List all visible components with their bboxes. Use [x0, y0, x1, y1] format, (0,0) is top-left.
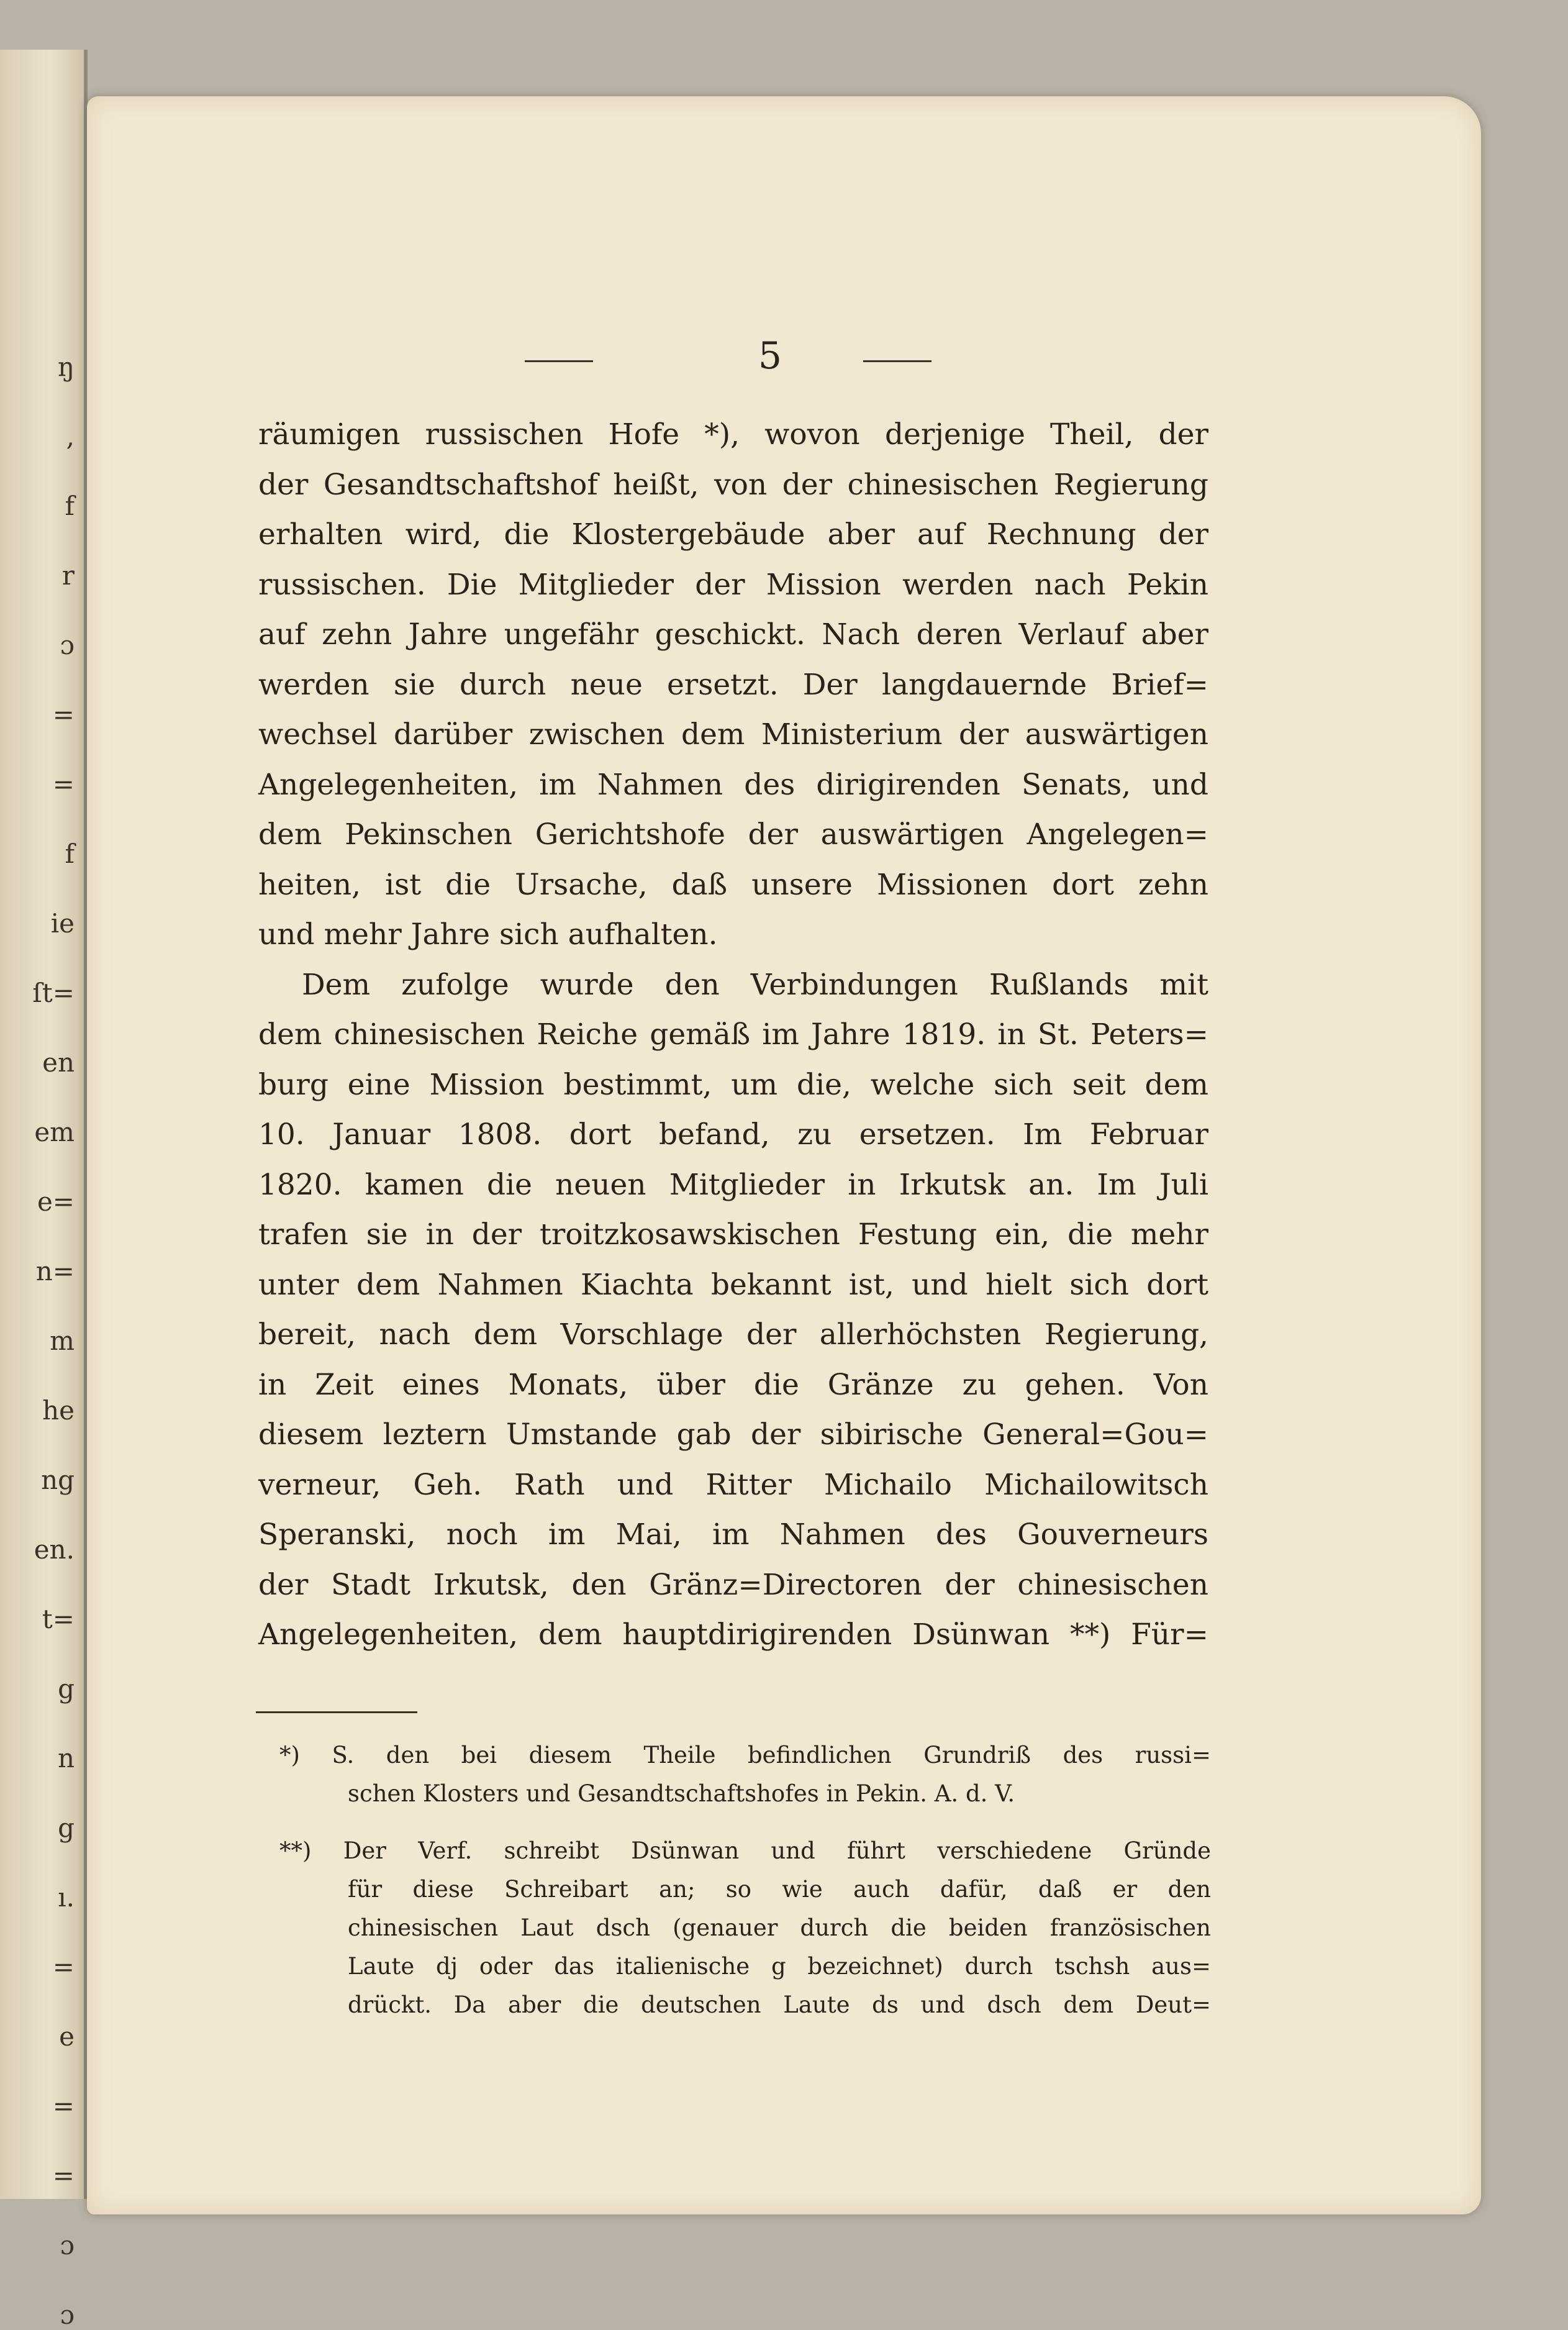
facing-page-fragment: ɔ — [60, 630, 75, 660]
facing-page-fragment: = — [52, 769, 75, 799]
text-line: dem Pekinschen Gerichtshofe der auswärtigen Angelegen= — [258, 817, 1208, 852]
page-number: 5 — [758, 334, 782, 378]
facing-page-fragment: f — [65, 491, 75, 521]
facing-page-fragment: ɔ — [60, 2300, 75, 2330]
text-line: der Gesandtschaftshof heißt, von der chinesischen Regierung — [258, 467, 1208, 502]
footnote-line: drückt. Da aber die deutschen Laute ds und dsch dem Deut= — [348, 1991, 1211, 2018]
text-line: und mehr Jahre sich aufhalten. — [258, 917, 718, 952]
facing-page-fragment: ng — [41, 1465, 75, 1495]
text-line: 10. Januar 1808. dort befand, zu ersetzen. Im Februar — [258, 1117, 1208, 1152]
facing-page-fragment: ɔ — [60, 2230, 75, 2260]
facing-page-fragment: f — [65, 839, 75, 869]
text-line: erhalten wird, die Klostergebäude aber auf Rechnung der — [258, 517, 1208, 552]
text-line: unter dem Nahmen Kiachta bekannt ist, und hielt sich dort — [258, 1267, 1208, 1302]
footnote-line: für diese Schreibart an; so wie auch dafür, daß er den — [348, 1876, 1211, 1903]
text-line: Dem zufolge wurde den Verbindungen Rußlands mit — [302, 967, 1208, 1002]
footnote-gap — [279, 1813, 1211, 1832]
footnote-line: chinesischen Laut dsch (genauer durch die beiden französischen — [348, 1914, 1211, 1941]
book-page — [87, 96, 1481, 2214]
text-line: werden sie durch neue ersetzt. Der langdauernde Brief= — [258, 667, 1208, 702]
facing-page-fragment: t= — [42, 1604, 75, 1634]
footnote-rule — [256, 1711, 417, 1713]
facing-page-fragment: he — [42, 1395, 75, 1426]
facing-page-fragment: e — [59, 2021, 75, 2052]
text-line: russischen. Die Mitglieder der Mission werden nach Pekin — [258, 567, 1208, 602]
facing-page-fragment: , — [66, 421, 75, 452]
footnote-line: *) S. den bei diesem Theile befindlichen Grundriß des russi= — [279, 1742, 1211, 1768]
header-rule-right — [863, 360, 931, 362]
facing-page-fragment: en. — [34, 1534, 75, 1565]
facing-page-edge — [0, 50, 88, 2330]
text-line: 1820. kamen die neuen Mitglieder in Irkutsk an. Im Juli — [258, 1167, 1208, 1202]
facing-page-fragment: = — [52, 2091, 75, 2121]
page-header — [87, 334, 1481, 379]
facing-page-fragment: e= — [37, 1186, 75, 1217]
text-line: wechsel darüber zwischen dem Ministerium der auswärtigen — [258, 717, 1208, 752]
facing-page-fragment: en — [42, 1047, 75, 1078]
text-line: der Stadt Irkutsk, den Gränz=Directoren der chinesischen — [258, 1567, 1208, 1602]
facing-page-fragment: n — [57, 1743, 75, 1773]
footnote-line: schen Klosters und Gesandtschaftshofes in Pekin. A. d. V. — [348, 1780, 1015, 1807]
facing-page-fragment: = — [52, 1952, 75, 1982]
footnotes — [279, 1736, 1211, 2024]
facing-page-fragment: ı. — [58, 1882, 75, 1913]
text-line: diesem leztern Umstande gab der sibirische General=Gou= — [258, 1418, 1208, 1452]
text-line: Angelegenheiten, im Nahmen des dirigirenden Senats, und — [258, 767, 1208, 802]
text-line: dem chinesischen Reiche gemäß im Jahre 1819. in St. Peters= — [258, 1017, 1208, 1052]
facing-page-fragment: ſt= — [32, 978, 75, 1008]
facing-page-fragment: em — [34, 1117, 75, 1147]
text-line: bereit, nach dem Vorschlage der allerhöchsten Regierung, — [258, 1317, 1208, 1352]
text-line: in Zeit eines Monats, über die Gränze zu gehen. Von — [258, 1367, 1208, 1402]
text-line: auf zehn Jahre ungefähr geschickt. Nach deren Verlauf aber — [258, 617, 1208, 652]
text-line: Speranski, noch im Mai, im Nahmen des Gouverneurs — [258, 1518, 1208, 1552]
facing-page-fragment: n= — [35, 1256, 75, 1286]
facing-page-fragment: m — [50, 1326, 75, 1356]
facing-page-fragment: g — [58, 1813, 75, 1843]
text-line: trafen sie in der troitzkosawskischen Festung ein, die mehr — [258, 1217, 1208, 1252]
facing-page-fragment: r — [61, 560, 75, 591]
text-line: burg eine Mission bestimmt, um die, welche sich seit dem — [258, 1067, 1208, 1102]
facing-page-fragment: = — [52, 2160, 75, 2191]
facing-page-text-fragments — [0, 50, 75, 2330]
text-line: räumigen russischen Hofe *), wovon derjenige Theil, der — [258, 417, 1208, 452]
facing-page-fragment: = — [52, 699, 75, 730]
footnote-line: **) Der Verf. schreibt Dsünwan und führt verschiedene Gründe — [279, 1837, 1211, 1864]
facing-page-fragment: ie — [50, 908, 75, 939]
header-rule-left — [525, 360, 593, 362]
text-line: heiten, ist die Ursache, daß unsere Missionen dort zehn — [258, 867, 1208, 902]
body-text — [258, 410, 1208, 1660]
text-line: Angelegenheiten, dem hauptdirigirenden Dsünwan **) Für= — [258, 1618, 1208, 1652]
facing-page-fragment: g — [58, 1673, 75, 1704]
text-line: verneur, Geh. Rath und Ritter Michailo Michailowitsch — [258, 1467, 1208, 1502]
footnote-line: Laute dj oder das italienische g bezeichnet) durch tschsh aus= — [348, 1953, 1211, 1980]
facing-page-fragment: ŋ — [57, 352, 75, 382]
